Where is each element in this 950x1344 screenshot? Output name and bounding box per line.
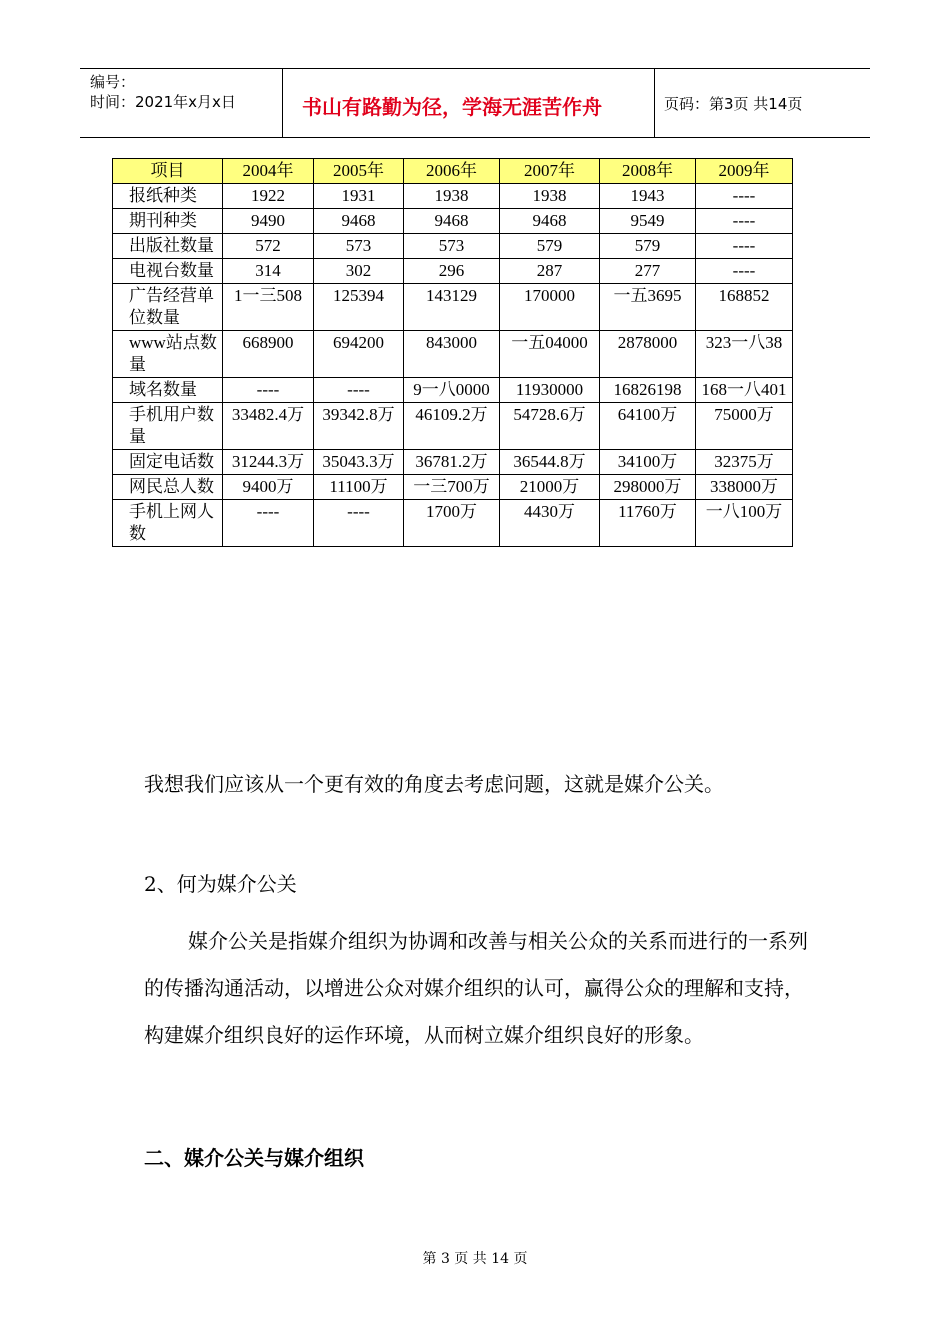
table-cell: ---- — [314, 500, 404, 547]
table-cell: 11930000 — [500, 378, 600, 403]
table-cell: 46109.2万 — [404, 403, 500, 450]
table-header-cell: 2005年 — [314, 159, 404, 184]
table-cell: 572 — [223, 234, 314, 259]
table-row-label: 出版社数量 — [113, 234, 223, 259]
table-header-cell: 项目 — [113, 159, 223, 184]
table-cell: 579 — [600, 234, 696, 259]
table-cell: 一五3695 — [600, 284, 696, 331]
table-cell: ---- — [696, 184, 793, 209]
table-cell: 302 — [314, 259, 404, 284]
table-cell: 36781.2万 — [404, 450, 500, 475]
table-cell: 694200 — [314, 331, 404, 378]
table-cell: 668900 — [223, 331, 314, 378]
section-heading-media-organization: 二、媒介公关与媒介组织 — [144, 1146, 364, 1170]
table-cell: 1700万 — [404, 500, 500, 547]
table-header-cell: 2004年 — [223, 159, 314, 184]
table-cell: 323一八38 — [696, 331, 793, 378]
table-header-row — [113, 159, 793, 184]
table-row — [113, 234, 793, 259]
table-row-label: 广告经营单位数量 — [113, 284, 223, 331]
table-cell: 573 — [314, 234, 404, 259]
table-cell: 64100万 — [600, 403, 696, 450]
table-row — [113, 184, 793, 209]
table-cell: ---- — [314, 378, 404, 403]
table-cell: 125394 — [314, 284, 404, 331]
table-header-cell: 2008年 — [600, 159, 696, 184]
table-row-label: www站点数量 — [113, 331, 223, 378]
table-cell: 1938 — [500, 184, 600, 209]
table-row-label: 网民总人数 — [113, 475, 223, 500]
table-row — [113, 378, 793, 403]
table-cell: 75000万 — [696, 403, 793, 450]
table-cell: 168一八401 — [696, 378, 793, 403]
table-cell: 9400万 — [223, 475, 314, 500]
table-cell: 573 — [404, 234, 500, 259]
table-cell: ---- — [223, 378, 314, 403]
document-time-label: 时间：2021年x月x日 — [90, 93, 236, 111]
table-cell: 287 — [500, 259, 600, 284]
table-row-label: 域名数量 — [113, 378, 223, 403]
table-cell: 843000 — [404, 331, 500, 378]
section-heading-media-pr: 2、何为媒介公关 — [144, 872, 297, 896]
table-cell: 16826198 — [600, 378, 696, 403]
table-cell: 2878000 — [600, 331, 696, 378]
table-cell: 54728.6万 — [500, 403, 600, 450]
page-header — [80, 68, 870, 138]
table-row — [113, 209, 793, 234]
table-cell: ---- — [696, 259, 793, 284]
table-cell: 一三700万 — [404, 475, 500, 500]
table-cell: 9468 — [404, 209, 500, 234]
table-cell: 9490 — [223, 209, 314, 234]
table-cell: 170000 — [500, 284, 600, 331]
body-paragraph-intro: 我想我们应该从一个更有效的角度去考虑问题，这就是媒介公关。 — [144, 772, 724, 796]
table-cell: 338000万 — [696, 475, 793, 500]
table-header-cell: 2009年 — [696, 159, 793, 184]
table-cell: 11100万 — [314, 475, 404, 500]
table-cell: 35043.3万 — [314, 450, 404, 475]
table-cell: 11760万 — [600, 500, 696, 547]
table-cell: 39342.8万 — [314, 403, 404, 450]
table-cell: 一五04000 — [500, 331, 600, 378]
table-cell: 9468 — [500, 209, 600, 234]
table-cell: 168852 — [696, 284, 793, 331]
table-cell: 1922 — [223, 184, 314, 209]
table-row-label: 固定电话数 — [113, 450, 223, 475]
table-cell: 33482.4万 — [223, 403, 314, 450]
table-cell: 143129 — [404, 284, 500, 331]
table-header-cell: 2007年 — [500, 159, 600, 184]
table-cell: 34100万 — [600, 450, 696, 475]
table-row — [113, 403, 793, 450]
table-row-label: 期刊种类 — [113, 209, 223, 234]
header-motto-cell — [282, 69, 655, 137]
table-row-label: 报纸种类 — [113, 184, 223, 209]
table-cell: 9一八0000 — [404, 378, 500, 403]
header-motto: 书山有路勤为径，学海无涯苦作舟 — [302, 95, 602, 119]
table-cell: 32375万 — [696, 450, 793, 475]
table-row — [113, 450, 793, 475]
page-footer: 第 3 页 共 14 页 — [422, 1251, 528, 1267]
table-row — [113, 259, 793, 284]
table-cell: 一八100万 — [696, 500, 793, 547]
table-cell: 9549 — [600, 209, 696, 234]
table-row — [113, 500, 793, 547]
table-cell: 314 — [223, 259, 314, 284]
table-cell: 296 — [404, 259, 500, 284]
table-row-label: 手机用户数量 — [113, 403, 223, 450]
table-cell: 21000万 — [500, 475, 600, 500]
body-paragraph-definition: 媒介公关是指媒介组织为协调和改善与相关公众的关系而进行的一系列的传播沟通活动，以增进公众对媒介组织的认可，赢得公众的理解和支持，构建媒介组织良好的运作环境，从而树立媒介组织良好的形象。 — [144, 929, 808, 1047]
table-row — [113, 331, 793, 378]
table-cell: ---- — [696, 234, 793, 259]
table-cell: ---- — [696, 209, 793, 234]
table-cell: 9468 — [314, 209, 404, 234]
table-row-label: 手机上网人数 — [113, 500, 223, 547]
table-cell: 579 — [500, 234, 600, 259]
table-cell: 1一三508 — [223, 284, 314, 331]
table-row-label: 电视台数量 — [113, 259, 223, 284]
table-cell: 298000万 — [600, 475, 696, 500]
table-cell: 31244.3万 — [223, 450, 314, 475]
document-number-label: 编号： — [90, 73, 136, 91]
table-cell: 4430万 — [500, 500, 600, 547]
table-row — [113, 475, 793, 500]
table-cell: ---- — [223, 500, 314, 547]
table-cell: 277 — [600, 259, 696, 284]
table-body — [113, 184, 793, 547]
table-cell: 1943 — [600, 184, 696, 209]
table-cell: 36544.8万 — [500, 450, 600, 475]
table-row — [113, 284, 793, 331]
media-statistics-table — [112, 158, 793, 547]
table-header-cell: 2006年 — [404, 159, 500, 184]
header-meta — [80, 69, 283, 137]
table-cell: 1938 — [404, 184, 500, 209]
header-page-info: 页码：第3页 共14页 — [664, 95, 803, 113]
table-cell: 1931 — [314, 184, 404, 209]
